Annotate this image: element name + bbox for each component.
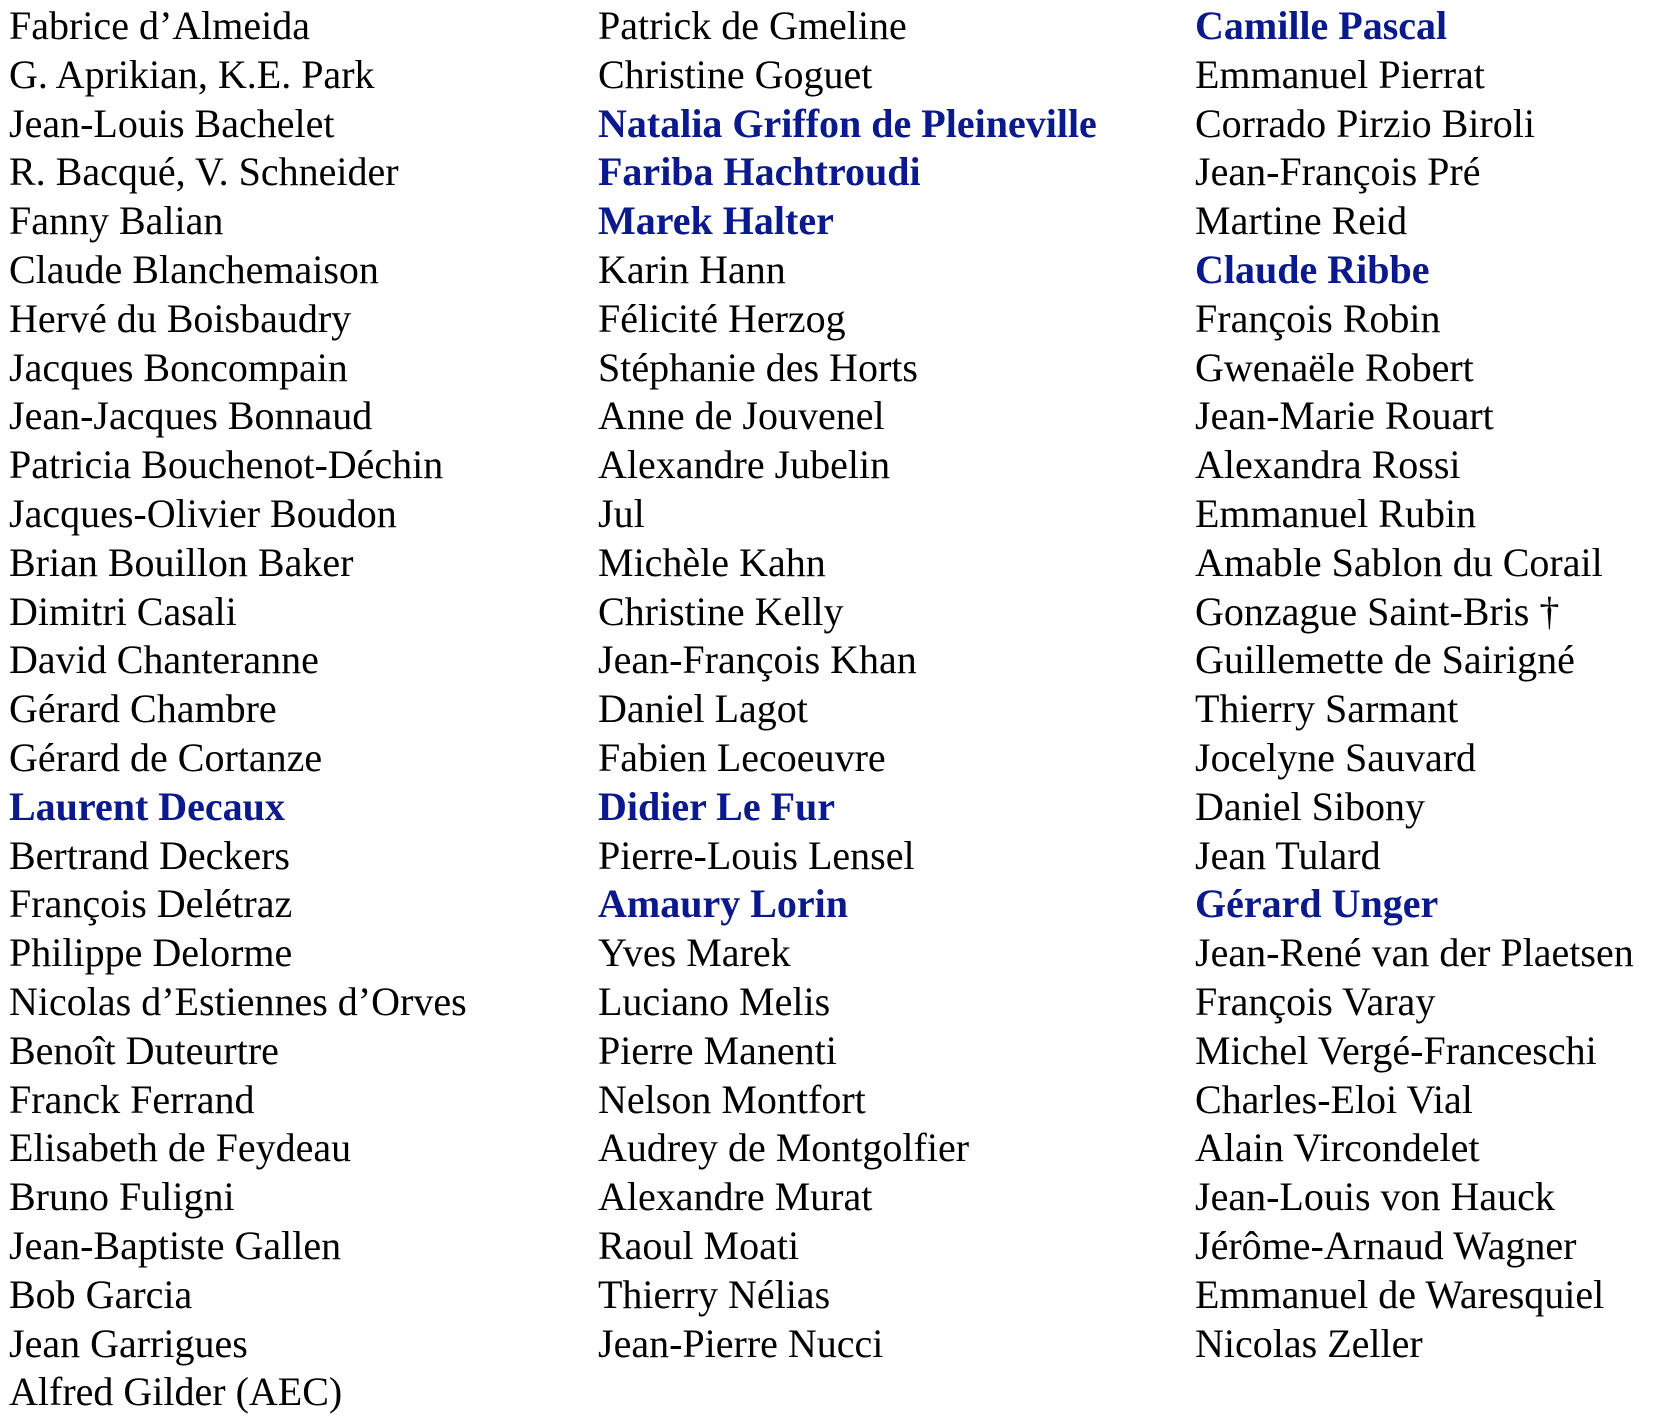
author-name: Jean-François Khan xyxy=(598,637,917,683)
author-name: Christine Goguet xyxy=(598,51,873,97)
author-name: Raoul Moati xyxy=(598,1222,800,1268)
author-name: Patrick de Gmeline xyxy=(598,3,907,48)
author-name: Emmanuel de Waresquiel xyxy=(1195,1271,1605,1317)
author-name: Emmanuel Pierrat xyxy=(1195,51,1485,97)
author-name: Brian Bouillon Baker xyxy=(9,539,354,585)
author-name: Patricia Bouchenot-Déchin xyxy=(9,442,444,488)
author-name: Gwenaële Robert xyxy=(1195,344,1474,390)
author-name: Charles-Eloi Vial xyxy=(1195,1076,1473,1122)
author-name: François Delétraz xyxy=(9,881,293,927)
author-name: Jean Tulard xyxy=(1195,832,1381,878)
author-name: Jean-Louis Bachelet xyxy=(9,100,335,146)
author-name-highlighted: Marek Halter xyxy=(598,198,834,244)
author-name: Jacques-Olivier Boudon xyxy=(9,490,397,536)
author-name: Alexandra Rossi xyxy=(1195,442,1461,488)
author-name: Michel Vergé-Franceschi xyxy=(1195,1027,1597,1073)
author-name: Audrey de Montgolfier xyxy=(598,1125,970,1171)
author-name: Nicolas d’Estiennes d’Orves xyxy=(9,978,467,1024)
author-name-highlighted: Laurent Decaux xyxy=(9,783,285,829)
author-name: David Chanteranne xyxy=(9,637,319,683)
author-name: Nelson Montfort xyxy=(598,1076,866,1122)
author-name: Corrado Pirzio Biroli xyxy=(1195,100,1535,146)
author-name: Daniel Lagot xyxy=(598,686,808,732)
author-name: Nicolas Zeller xyxy=(1195,1320,1423,1366)
author-name: Jean-Jacques Bonnaud xyxy=(9,393,373,439)
author-name: Michèle Kahn xyxy=(598,539,826,585)
author-name-highlighted: Camille Pascal xyxy=(1195,3,1448,48)
author-name: Gérard Chambre xyxy=(9,686,277,732)
author-name: Dimitri Casali xyxy=(9,588,237,634)
author-name: Benoît Duteurtre xyxy=(9,1027,279,1073)
author-name: Elisabeth de Feydeau xyxy=(9,1125,352,1171)
author-name: Pierre-Louis Lensel xyxy=(598,832,915,878)
author-name: Claude Blanchemaison xyxy=(9,246,379,292)
author-name: Fanny Balian xyxy=(9,198,224,244)
author-name: Fabien Lecoeuvre xyxy=(598,734,886,780)
author-name: François Robin xyxy=(1195,295,1441,341)
author-name: Fabrice d’Almeida xyxy=(9,3,310,48)
author-name: Daniel Sibony xyxy=(1195,783,1425,829)
author-name: Bruno Fuligni xyxy=(9,1174,235,1220)
author-name: Martine Reid xyxy=(1195,198,1408,244)
author-name-highlighted: Natalia Griffon de Pleineville xyxy=(598,100,1097,146)
author-name: Anne de Jouvenel xyxy=(598,393,885,439)
author-name-highlighted: Fariba Hachtroudi xyxy=(598,149,921,195)
author-name: Thierry Sarmant xyxy=(1195,686,1459,732)
author-name: Pierre Manenti xyxy=(598,1027,837,1073)
author-name: Jean-Louis von Hauck xyxy=(1195,1174,1555,1220)
author-column-3 xyxy=(1195,2,1634,1368)
author-name: Jérôme-Arnaud Wagner xyxy=(1195,1222,1577,1268)
author-name: Amable Sablon du Corail xyxy=(1195,539,1603,585)
author-name: Hervé du Boisbaudry xyxy=(9,295,352,341)
author-name: Bertrand Deckers xyxy=(9,832,290,878)
author-name: François Varay xyxy=(1195,978,1436,1024)
author-name: Luciano Melis xyxy=(598,978,831,1024)
author-name: Jean-Pierre Nucci xyxy=(598,1320,884,1366)
author-name: Alexandre Murat xyxy=(598,1174,873,1220)
author-name: Thierry Nélias xyxy=(598,1271,831,1317)
author-name: G. Aprikian, K.E. Park xyxy=(9,51,375,97)
author-name-highlighted: Amaury Lorin xyxy=(598,881,848,927)
author-name: Jul xyxy=(598,490,645,536)
author-column-1 xyxy=(9,2,467,1417)
author-name: Guillemette de Sairigné xyxy=(1195,637,1575,683)
author-name: Jean-François Pré xyxy=(1195,149,1481,195)
author-name-highlighted: Claude Ribbe xyxy=(1195,246,1430,292)
author-column-2 xyxy=(598,2,1097,1368)
author-name: Félicité Herzog xyxy=(598,295,846,341)
author-name: Gérard de Cortanze xyxy=(9,734,323,780)
author-name: Alfred Gilder (AEC) xyxy=(9,1369,343,1415)
author-name: Jean Garrigues xyxy=(9,1320,248,1366)
author-name: Jean-René van der Plaetsen xyxy=(1195,930,1634,976)
author-name: Philippe Delorme xyxy=(9,930,293,976)
author-name: Alain Vircondelet xyxy=(1195,1125,1480,1171)
author-name: Gonzague Saint-Bris † xyxy=(1195,588,1560,634)
author-name: Emmanuel Rubin xyxy=(1195,490,1477,536)
author-name: Franck Ferrand xyxy=(9,1076,255,1122)
author-name: Jocelyne Sauvard xyxy=(1195,734,1477,780)
author-name: Stéphanie des Horts xyxy=(598,344,918,390)
author-name-highlighted: Gérard Unger xyxy=(1195,881,1439,927)
author-name: Christine Kelly xyxy=(598,588,844,634)
author-name: Jean-Baptiste Gallen xyxy=(9,1222,342,1268)
author-name: Jean-Marie Rouart xyxy=(1195,393,1494,439)
author-name: Yves Marek xyxy=(598,930,791,976)
author-name: Karin Hann xyxy=(598,246,786,292)
author-name: Alexandre Jubelin xyxy=(598,442,891,488)
author-name: Jacques Boncompain xyxy=(9,344,348,390)
author-name: R. Bacqué, V. Schneider xyxy=(9,149,399,195)
author-name-highlighted: Didier Le Fur xyxy=(598,783,836,829)
author-name: Bob Garcia xyxy=(9,1271,193,1317)
